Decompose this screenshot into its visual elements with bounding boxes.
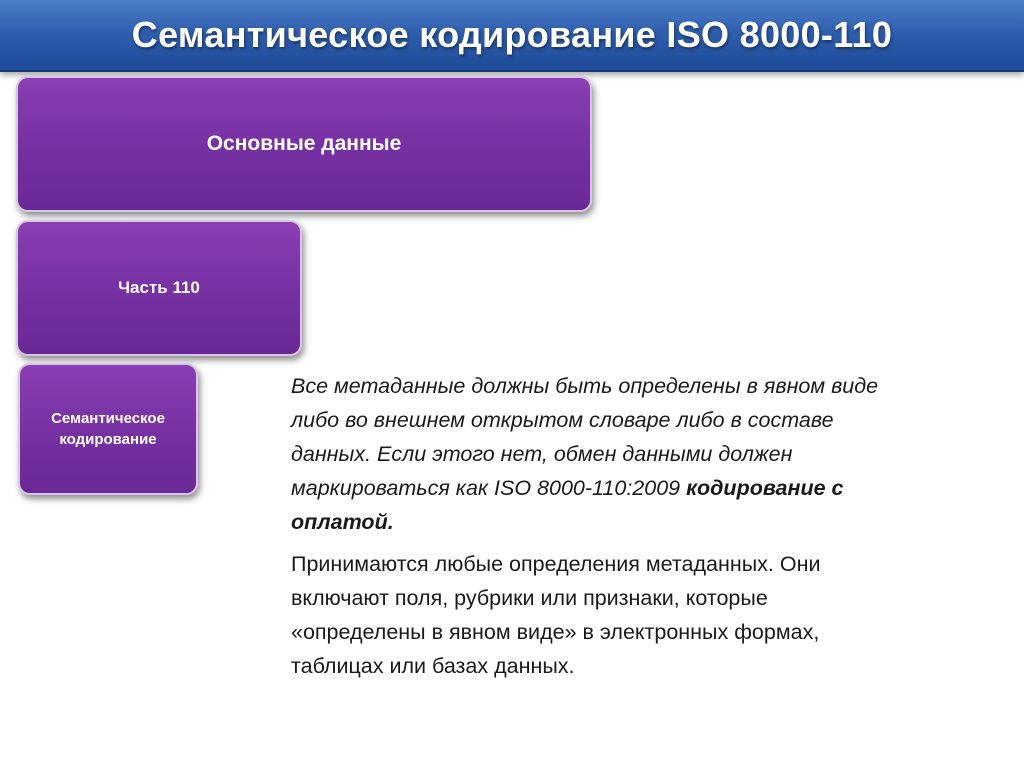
para2-line: Принимаются любые определения метаданных. Они xyxy=(291,552,821,576)
semantic-coding-box xyxy=(18,363,198,495)
para1-line: маркироваться как ISO 8000-110:2009 xyxy=(291,476,687,500)
core-data-box xyxy=(16,76,592,212)
semantic-coding-label-line1: Семантическое xyxy=(51,410,165,427)
description-text xyxy=(291,369,1011,691)
para1-line: данных. Если этого нет, обмен данными должен xyxy=(291,442,793,466)
paid-coding-emphasis: кодирование с xyxy=(686,476,844,500)
core-data-label: Основные данные xyxy=(206,132,402,155)
para2-line: «определены в явном виде» в электронных формах, xyxy=(291,620,820,644)
accepted-definitions-paragraph xyxy=(291,547,1011,683)
paid-coding-emphasis-cont: оплатой. xyxy=(291,510,394,534)
slide-title: Семантическое кодирование ISO 8000-110 xyxy=(131,14,893,55)
para2-line: включают поля, рубрики или признаки, которые xyxy=(291,586,768,610)
semantic-coding-label-line2: кодирование xyxy=(59,431,157,448)
para2-line: таблицах или базах данных. xyxy=(291,654,575,678)
part-110-box xyxy=(16,220,302,356)
title-bar xyxy=(0,0,1024,72)
para1-line: Все метаданные должны быть определены в явном виде xyxy=(291,374,879,398)
part-110-label: Часть 110 xyxy=(118,278,200,297)
metadata-requirement-paragraph xyxy=(291,369,1011,539)
para1-line: либо во внешнем открытом словаре либо в составе xyxy=(291,408,834,432)
